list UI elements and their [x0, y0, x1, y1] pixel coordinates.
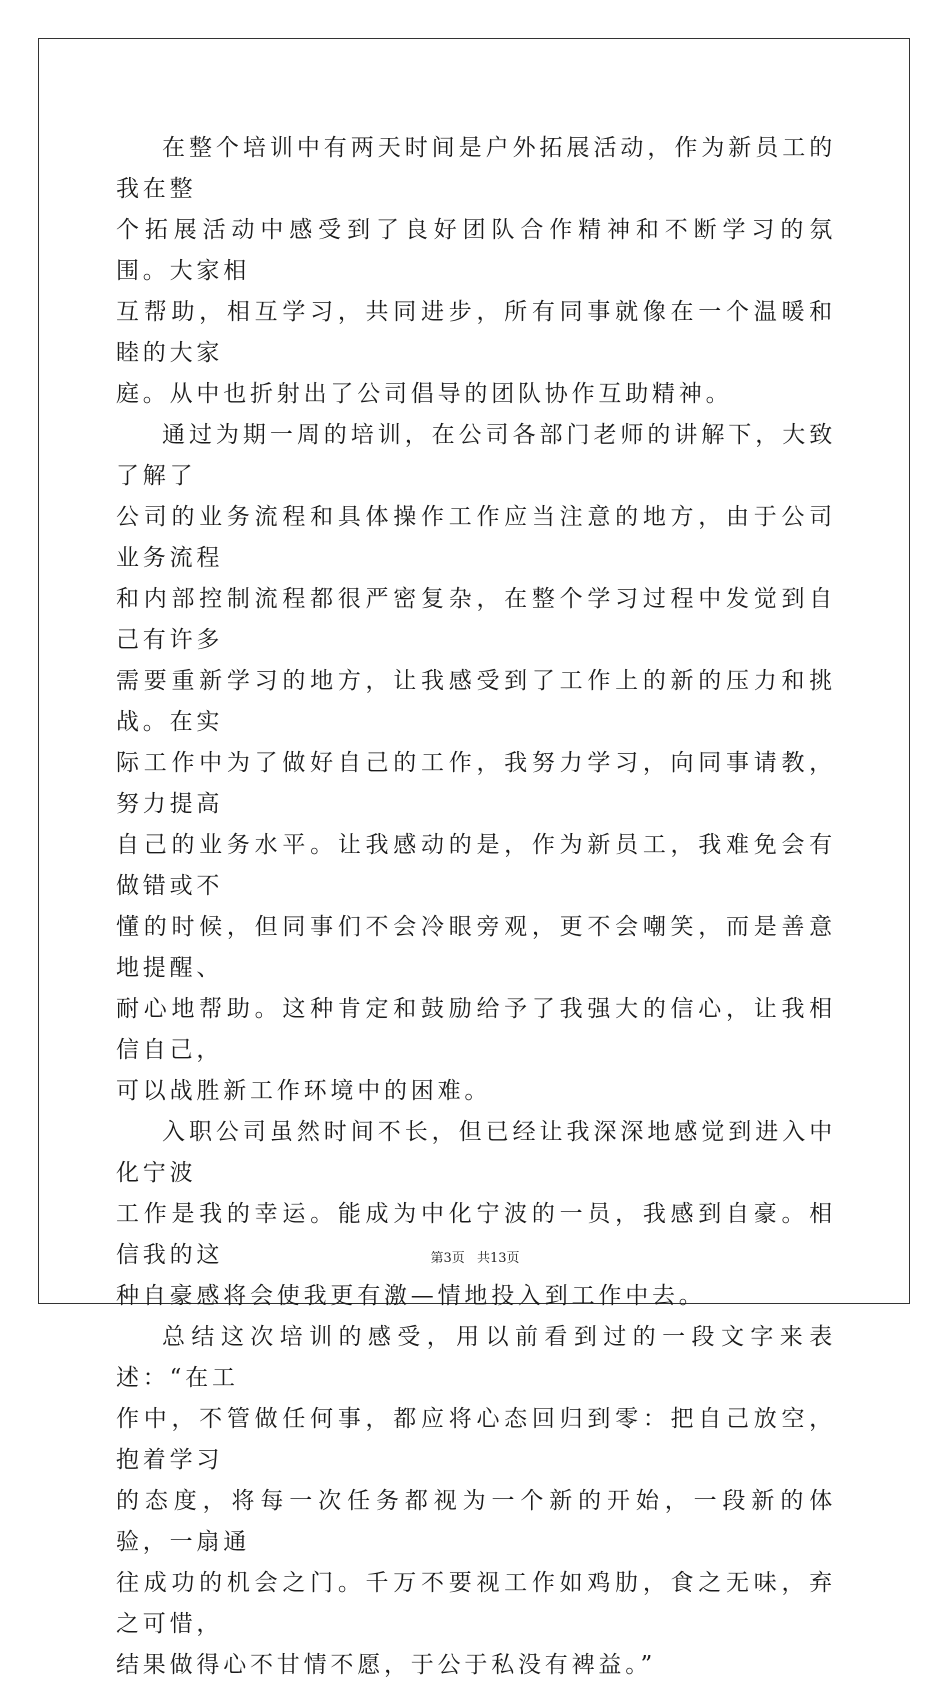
- paragraph-4: 总结这次培训的感受，用以前看到过的一段文字来表述：“在工 作中，不管做任何事，都应将心态回归到零：把自己放空，抱着学习 的态度，将每一次任务都视为一个新的开始，一段新的体验，一扇通 往成功的机会之门。千万不要视工作如鸡肋，食之无味，弃之可惜， 结果做得心不甘情不愿，于公于私没有裨益。”: [116, 1324, 836, 1678]
- paragraph-3: 入职公司虽然时间不长，但已经让我深深地感觉到进入中化宁波 工作是我的幸运。能成为中化宁波的一员，我感到自豪。相信我的这 种自豪感将会使我更有激—情地投入到工作中去。: [116, 1119, 836, 1309]
- document-body: [116, 128, 836, 1686]
- page-total: 共13页: [476, 1251, 520, 1266]
- paragraph-2: 通过为期一周的培训，在公司各部门老师的讲解下，大致了解了 公司的业务流程和具体操作工作应当注意的地方，由于公司业务流程 和内部控制流程都很严密复杂，在整个学习过程中发觉到自己有许多 需要重新学习的地方，让我感受到了工作上的新的压力和挑战。在实 际工作中为了做好自己的工作，我努力学习，向同事请教，努力提高 自己的业务水平。让我感动的是，作为新员工，我难免会有做错或不 懂的时候，但同事们不会冷眼旁观，更不会嘲笑，而是善意地提醒、 耐心地帮助。这种肯定和鼓励给予了我强大的信心，让我相信自己， 可以战胜新工作环境中的困难。: [116, 422, 836, 1104]
- page-footer: [0, 1247, 950, 1266]
- paragraph-1: 在整个培训中有两天时间是户外拓展活动，作为新员工的我在整 个拓展活动中感受到了良好团队合作精神和不断学习的氛围。大家相 互帮助，相互学习，共同进步，所有同事就像在一个温暖和睦的大家 庭。从中也折射出了公司倡导的团队协作互助精神。: [116, 135, 836, 407]
- page-number: 第3页: [430, 1251, 465, 1266]
